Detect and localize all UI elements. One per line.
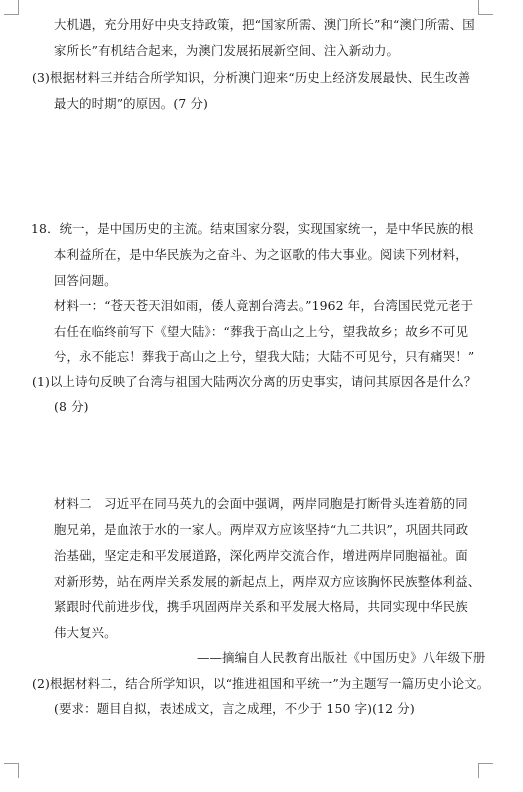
crop-mark-bottom-left [4,763,19,778]
material1-text-line: 右任在临终前写下《望大陆》：“葬我于高山之上兮，望我故乡；故乡不可见 [54,324,469,339]
question-18-intro-cont: 本利益所在，是中华民族为之奋斗、为之讴歌的伟大事业。阅读下列材料， [54,247,468,262]
material3-text-line: 大机遇，充分用好中央支持政策，把“国家所需、澳门所长”和“澳门所需、国 [54,17,475,32]
material2-text-line: 紧跟时代前进步伐，携手巩固两岸关系和平发展大格局，共同实现中华民族 [54,599,468,614]
question-2-prompt: (2)根据材料二，结合所学知识，以“推进祖国和平统一”为主题写一篇历史小论文。 [32,676,490,691]
material2-text-line: 对新形势，站在两岸关系发展的新起点上，两岸双方应该胸怀民族整体利益、 [54,574,481,589]
material2-text-line: 材料二 习近平在同马英九的会面中强调，两岸同胞是打断骨头连着筋的同 [54,496,468,511]
question-18-intro-cont: 回答问题。 [54,273,117,288]
material3-text-line: 家所长”有机结合起来，为澳门发展拓展新空间、注入新动力。 [54,43,400,58]
material2-text-line: 治基础，坚定走和平发展道路，深化两岸交流合作，增进两岸同胞福祉。面 [54,548,468,563]
question-1-prompt: (1)以上诗句反映了台湾与祖国大陆两次分离的历史事实，请问其原因各是什么？ [32,374,477,389]
question-1-score: (8 分) [54,399,89,414]
question-18-intro: 18．统一，是中国历史的主流。结束国家分裂，实现国家统一，是中华民族的根 [31,221,474,236]
material2-text-line: 胞兄弟，是血浓于水的一家人。两岸双方应该坚持“九二共识”，巩固共同政 [54,522,469,537]
material1-text-line: 材料一：“苍天苍天泪如雨，倭人竟割台湾去。”1962 年，台湾国民党元老于 [54,298,474,313]
crop-mark-top-left [4,0,19,15]
material1-text-line: 兮，永不能忘！葬我于高山之上兮，望我大陆；大陆不可见兮，只有痛哭！” [54,349,475,364]
material2-source: ——摘编自人民教育出版社《中国历史》八年级下册 [197,650,486,665]
question-2-requirements: (要求：题目自拟，表述成文，言之成理，不少于 150 字)(12 分) [54,701,415,716]
material2-text-line: 伟大复兴。 [54,625,117,640]
crop-mark-bottom-right [478,763,493,778]
question-3-prompt: (3)根据材料三并结合所学知识，分析澳门迎来“历史上经济发展最快、民生改善 [32,70,471,85]
question-3-prompt-cont: 最大的时期”的原因。(7 分) [54,96,208,111]
crop-mark-top-right [478,0,493,15]
